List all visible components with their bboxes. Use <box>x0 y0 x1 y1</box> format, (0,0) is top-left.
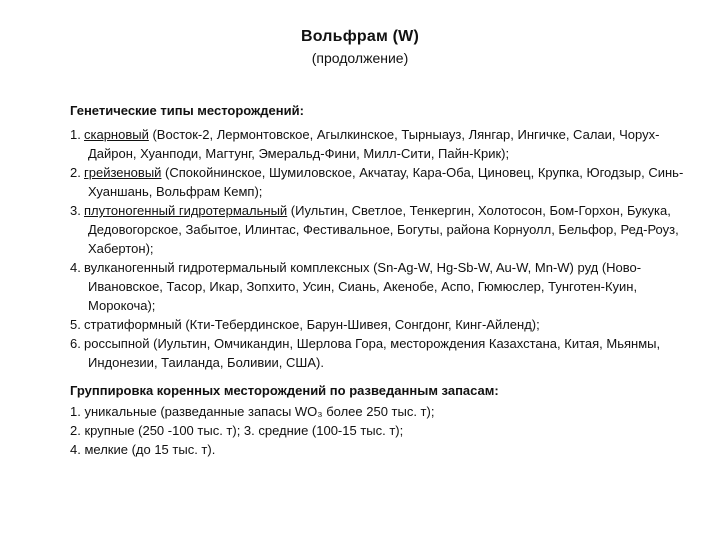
item-number: 6. <box>70 336 81 351</box>
list-item <box>70 334 690 372</box>
grouping-line: 4. мелкие (до 15 тыс. т). <box>70 442 216 457</box>
grouping-section <box>70 381 690 459</box>
grouping-line: 1. уникальные (разведанные запасы WO₃ более 250 тыс. т); <box>70 404 435 419</box>
item-text: (Иультин, Светлое, Тенкергин, Холотосон, Бом-Горхон, Букука, Дедовогорское, Забытое, Илинтас, Фестивальное, Богуты, района Корнуолл, Бельфор, Ред-Роуз, Хабертон); <box>88 203 679 256</box>
grouping-line: 2. крупные (250 -100 тыс. т); 3. средние (100-15 тыс. т); <box>70 423 404 438</box>
item-number: 4. <box>70 260 81 275</box>
list-item <box>70 201 690 258</box>
list-item <box>70 258 690 315</box>
list-item <box>70 315 690 334</box>
list-item <box>70 125 690 163</box>
item-number: 2. <box>70 165 81 180</box>
genetic-types-section <box>70 101 690 372</box>
item-text: россыпной (Иультин, Омчикандин, Шерлова Гора, месторождения Казахстана, Китая, Мьянмы, Индонезии, Таиланда, Боливии, США). <box>84 336 661 370</box>
item-number: 3. <box>70 203 81 218</box>
item-number: 1. <box>70 127 81 142</box>
page-subtitle: (продолжение) <box>311 50 409 66</box>
item-text: вулканогенный гидротермальный комплексных (Sn-Ag-W, Hg-Sb-W, Au-W, Mn-W) руд (Ново-Ивановское, Тасор, Икар, Зопхито, Усин, Сиань, Акенобе, Аспо, Гюмюслер, Тунготен-Куин, Морокоча); <box>84 260 642 313</box>
genetic-types-heading: Генетические типы месторождений: <box>70 103 304 118</box>
item-text: (Спокойнинское, Шумиловское, Акчатау, Кара-Оба, Циновец, Крупка, Югодзыр, Синь-Хуаншань, Вольфрам Кемп); <box>88 165 684 199</box>
deposit-type: плутоногенный гидротермальный <box>84 203 288 218</box>
item-text: стратиформный (Кти-Тебердинское, Барун-Шивея, Сонгдонг, Кинг-Айленд); <box>84 317 540 332</box>
deposit-type: грейзеновый <box>84 165 162 180</box>
list-item <box>70 163 690 201</box>
page-title: Вольфрам (W) <box>300 28 420 45</box>
item-text: (Восток-2, Лермонтовское, Агылкинское, Тырныауз, Лянгар, Ингичке, Салаи, Чорух-Дайрон, Хуанподи, Магтунг, Эмеральд-Фини, Милл-Сити, Пайн-Крик); <box>88 127 660 161</box>
grouping-heading: Группировка коренных месторождений по разведанным запасам: <box>70 383 499 398</box>
deposit-type: скарновый <box>84 127 149 142</box>
item-number: 5. <box>70 317 81 332</box>
